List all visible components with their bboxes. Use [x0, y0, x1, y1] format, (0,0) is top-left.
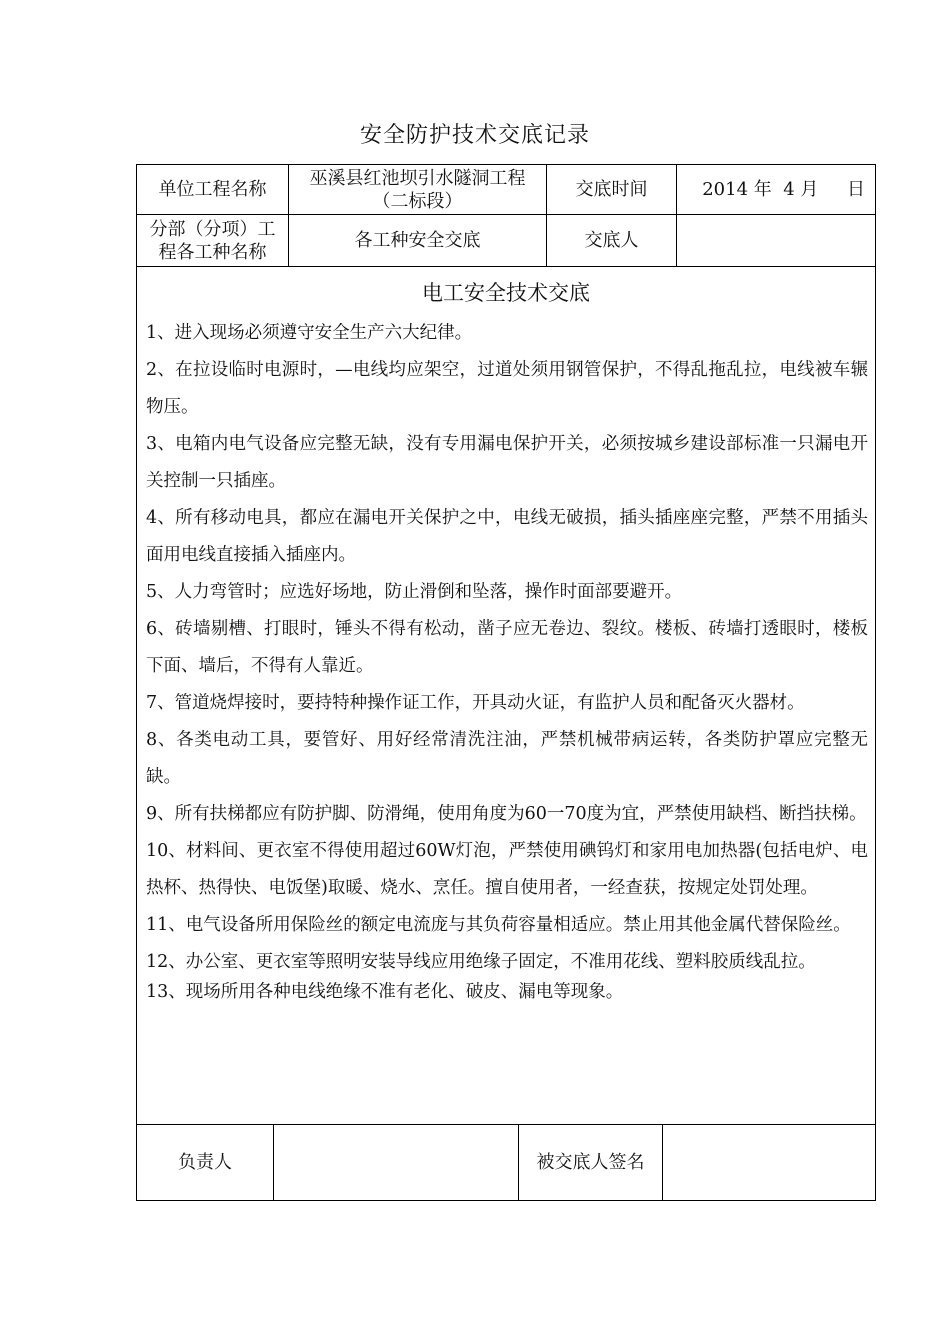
safety-item: 8、各类电动工具，要管好、用好经常清洗注油，严禁机械带病运转，各类防护罩应完整无缺。	[146, 730, 868, 787]
recipient-sign-value	[663, 1125, 875, 1200]
handover-person-value	[677, 215, 875, 266]
page-title: 安全防护技术交底记录	[359, 123, 590, 148]
responsible-label: 负责人	[137, 1125, 274, 1200]
subproject-label-line2: 程各工种名称	[158, 241, 267, 263]
subproject-value: 各工种安全交底	[289, 215, 547, 266]
handover-record-table	[136, 164, 876, 1201]
handover-person-label: 交底人	[547, 215, 677, 266]
safety-item: 10、材料间、更衣室不得使用超过60W灯泡，严禁使用碘钨灯和家用电加热器(包括电炉、电热杯、热得快、电饭堡)取暖、烧水、烹任。擅自使用者，一经查获，按规定处罚处理。	[146, 841, 868, 898]
signature-row	[137, 1124, 875, 1200]
subproject-label	[137, 215, 289, 266]
safety-item: 9、所有扶梯都应有防护脚、防滑绳，使用角度为60一70度为宜，严禁使用缺档、断挡扶梯。	[146, 804, 867, 824]
safety-item: 6、砖墙剔槽、打眼时，锤头不得有松动，凿子应无卷边、裂纹。楼板、砖墙打透眼时，楼板下面、墙后，不得有人靠近。	[146, 619, 868, 676]
header-row-subproject	[137, 215, 875, 267]
safety-item: 5、人力弯管时；应选好场地，防止滑倒和坠落，操作时面部要避开。	[146, 582, 683, 602]
safety-item: 12、办公室、更衣室等照明安装导线应用绝缘子固定，不准用花线、塑料胶质线乱拉。	[146, 952, 816, 972]
unit-project-value-line2: （二标段）	[372, 190, 463, 212]
handover-time-label: 交底时间	[547, 165, 677, 214]
responsible-value	[274, 1125, 519, 1200]
content-title: 电工安全技术交底	[422, 281, 590, 305]
safety-item: 1、进入现场必须遵守安全生产六大纪律。	[146, 323, 473, 343]
safety-content-section	[137, 267, 875, 1092]
handover-time-value: 2014 年 4 月 日	[702, 179, 865, 200]
header-row-unit-project	[137, 165, 875, 215]
safety-items-list	[137, 315, 875, 1003]
safety-item: 7、管道烧焊接时，要持特种操作证工作，开具动火证，有监护人员和配备灭火器材。	[146, 693, 805, 713]
unit-project-label: 单位工程名称	[137, 165, 289, 214]
safety-item: 13、现场所用各种电线绝缘不准有老化、破皮、漏电等现象。	[146, 982, 624, 1002]
safety-item: 3、电箱内电气设备应完整无缺，没有专用漏电保护开关，必须按城乡建设部标准一只漏电开关控制一只插座。	[146, 434, 868, 491]
safety-item: 4、所有移动电具，都应在漏电开关保护之中，电线无破损，插头插座座完整，严禁不用插头面用电线直接插入插座内。	[146, 508, 868, 565]
unit-project-value	[289, 165, 547, 214]
unit-project-value-line1: 巫溪县红池坝引水隧洞工程	[309, 167, 526, 189]
subproject-label-line1: 分部（分项）工	[149, 218, 276, 240]
safety-item: 2、在拉设临时电源时，—电线均应架空，过道处须用钢管保护，不得乱拖乱拉，电线被车辗物压。	[146, 360, 868, 417]
safety-item: 11、电气设备所用保险丝的额定电流庞与其负荷容量相适应。禁止用其他金属代替保险丝。	[146, 915, 851, 935]
recipient-sign-label: 被交底人签名	[519, 1125, 663, 1200]
